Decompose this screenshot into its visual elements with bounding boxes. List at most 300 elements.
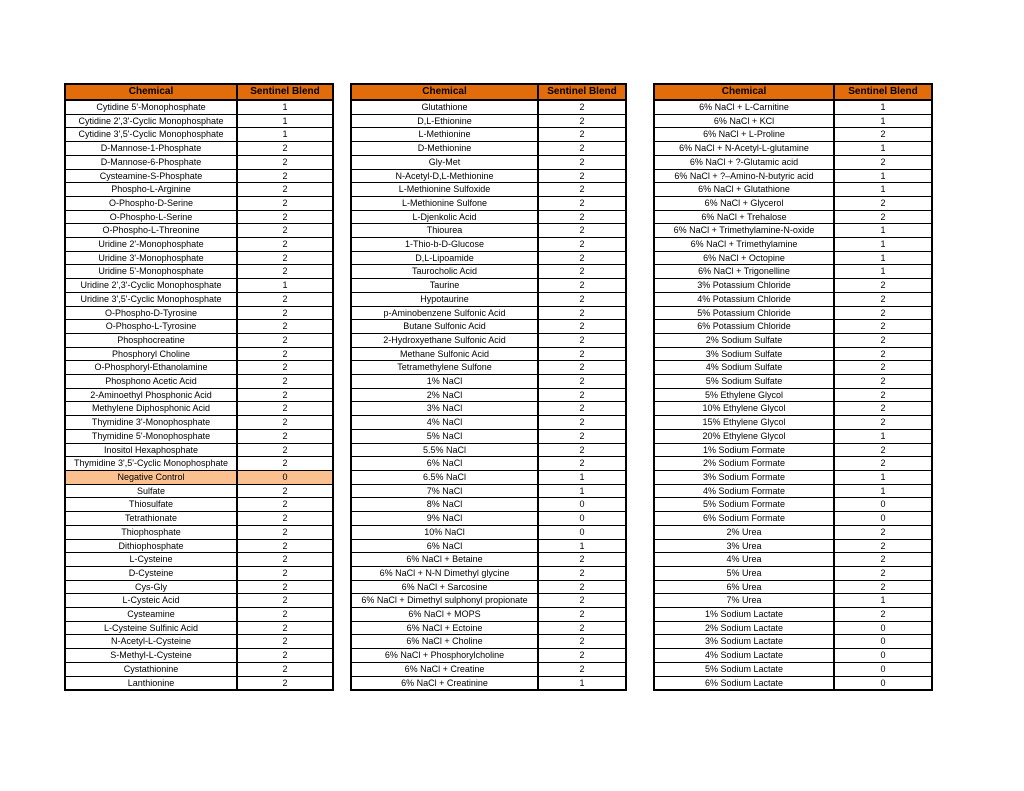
sentinel-blend-cell: 2 <box>237 251 333 265</box>
sentinel-blend-cell: 0 <box>834 512 932 526</box>
sentinel-blend-cell: 2 <box>538 429 626 443</box>
sentinel-blend-cell: 2 <box>237 662 333 676</box>
chemical-cell: L-Cysteine <box>65 553 237 567</box>
sentinel-blend-cell: 2 <box>237 224 333 238</box>
sentinel-blend-cell: 2 <box>834 566 932 580</box>
chemical-table-1 <box>64 83 334 691</box>
chemical-cell: Thymidine 3',5'-Cyclic Monophosphate <box>65 457 237 471</box>
table-row <box>351 553 626 567</box>
sentinel-blend-cell: 2 <box>538 238 626 252</box>
table-row <box>351 608 626 622</box>
sentinel-blend-cell: 2 <box>237 320 333 334</box>
sentinel-blend-cell: 2 <box>538 196 626 210</box>
chemical-cell: N-Acetyl-D,L-Methionine <box>351 169 538 183</box>
chemical-cell: 10% NaCl <box>351 525 538 539</box>
table-row <box>65 676 333 690</box>
chemical-cell: Glutathione <box>351 100 538 114</box>
sentinel-blend-cell: 2 <box>538 553 626 567</box>
table-row <box>351 169 626 183</box>
sentinel-blend-cell: 2 <box>834 375 932 389</box>
sentinel-blend-cell: 2 <box>538 224 626 238</box>
table-row <box>351 416 626 430</box>
sentinel-blend-cell: 2 <box>538 608 626 622</box>
chemical-cell: Phosphocreatine <box>65 333 237 347</box>
chemical-cell: 6% NaCl + Creatine <box>351 662 538 676</box>
table-row <box>65 100 333 114</box>
table-row <box>654 361 932 375</box>
sentinel-blend-cell: 2 <box>834 416 932 430</box>
chemical-cell: Dithiophosphate <box>65 539 237 553</box>
chemical-cell: 3% Sodium Sulfate <box>654 347 834 361</box>
chemical-cell: 15% Ethylene Glycol <box>654 416 834 430</box>
chemical-cell: Thymidine 5'-Monophosphate <box>65 429 237 443</box>
sentinel-blend-cell: 2 <box>834 388 932 402</box>
chemical-cell: 6% NaCl + N-N Dimethyl glycine <box>351 566 538 580</box>
chemical-cell: 6% NaCl + Phosphorylcholine <box>351 649 538 663</box>
chemical-cell: 2-Hydroxyethane Sulfonic Acid <box>351 333 538 347</box>
sentinel-blend-cell: 2 <box>538 320 626 334</box>
chemical-cell: 1% NaCl <box>351 375 538 389</box>
chemical-cell: Hypotaurine <box>351 292 538 306</box>
chemical-cell: Cytidine 5'-Monophosphate <box>65 100 237 114</box>
chemical-cell: L-Djenkolic Acid <box>351 210 538 224</box>
chemical-cell: 6% NaCl + Octopine <box>654 251 834 265</box>
sentinel-blend-cell: 2 <box>237 553 333 567</box>
chemical-cell: 6% NaCl + Ectoine <box>351 621 538 635</box>
table-row <box>654 210 932 224</box>
table-row <box>654 470 932 484</box>
sentinel-blend-cell: 2 <box>237 183 333 197</box>
table-row <box>65 512 333 526</box>
chemical-cell: 7% Urea <box>654 594 834 608</box>
chemical-cell: Thymidine 3'-Monophosphate <box>65 416 237 430</box>
table-row <box>351 320 626 334</box>
table-row <box>65 443 333 457</box>
sentinel-blend-cell: 2 <box>834 608 932 622</box>
sentinel-blend-cell: 2 <box>237 292 333 306</box>
sentinel-blend-cell: 2 <box>834 580 932 594</box>
table-row <box>65 484 333 498</box>
table-row <box>654 183 932 197</box>
chemical-cell: N-Acetyl-L-Cysteine <box>65 635 237 649</box>
sentinel-blend-cell: 2 <box>538 279 626 293</box>
table-row <box>654 279 932 293</box>
table-row <box>65 306 333 320</box>
chemical-cell: Thiosulfate <box>65 498 237 512</box>
table-row <box>654 443 932 457</box>
header-row <box>65 84 333 100</box>
table-row <box>65 320 333 334</box>
chemical-cell: Methane Sulfonic Acid <box>351 347 538 361</box>
table-row <box>654 375 932 389</box>
column-header-sentinel-blend: Sentinel Blend <box>538 84 626 100</box>
table-row <box>351 142 626 156</box>
table-row <box>654 594 932 608</box>
chemical-cell: O-Phospho-L-Threonine <box>65 224 237 238</box>
chemical-cell: 5% Urea <box>654 566 834 580</box>
sentinel-blend-cell: 0 <box>834 649 932 663</box>
table-row <box>654 498 932 512</box>
table-row <box>351 375 626 389</box>
chemical-cell: Cytidine 2',3'-Cyclic Monophosphate <box>65 114 237 128</box>
table-row <box>654 238 932 252</box>
table-row <box>654 388 932 402</box>
sentinel-blend-cell: 2 <box>834 347 932 361</box>
chemical-cell: Uridine 3',5'-Cyclic Monophosphate <box>65 292 237 306</box>
table-row <box>65 553 333 567</box>
chemical-cell: 1-Thio-b-D-Glucose <box>351 238 538 252</box>
sentinel-blend-cell: 2 <box>237 635 333 649</box>
table-row <box>351 429 626 443</box>
sentinel-blend-cell: 2 <box>237 142 333 156</box>
table-row <box>351 498 626 512</box>
table-row <box>654 155 932 169</box>
table-row <box>351 155 626 169</box>
sentinel-blend-cell: 2 <box>834 457 932 471</box>
chemical-cell: O-Phosphoryl-Ethanolamine <box>65 361 237 375</box>
sentinel-blend-cell: 2 <box>538 662 626 676</box>
chemical-table-3 <box>653 83 933 691</box>
sentinel-blend-cell: 2 <box>237 484 333 498</box>
chemical-cell: Negative Control <box>65 470 237 484</box>
chemical-cell: 4% NaCl <box>351 416 538 430</box>
table-row <box>65 470 333 484</box>
table-row <box>351 580 626 594</box>
table-row <box>65 539 333 553</box>
chemical-cell: 6% NaCl + Sarcosine <box>351 580 538 594</box>
sentinel-blend-cell: 1 <box>538 539 626 553</box>
chemical-cell: Sulfate <box>65 484 237 498</box>
table-row <box>351 676 626 690</box>
table-row <box>65 457 333 471</box>
sentinel-blend-cell: 2 <box>538 210 626 224</box>
table-row <box>654 128 932 142</box>
chemical-cell: 5% Sodium Formate <box>654 498 834 512</box>
chemical-table-2 <box>350 83 627 691</box>
sentinel-blend-cell: 1 <box>237 114 333 128</box>
sentinel-blend-cell: 0 <box>834 676 932 690</box>
sentinel-blend-cell: 2 <box>538 183 626 197</box>
chemical-cell: Cysteamine <box>65 608 237 622</box>
chemical-cell: Uridine 2',3'-Cyclic Monophosphate <box>65 279 237 293</box>
table-row <box>65 361 333 375</box>
sentinel-blend-cell: 2 <box>538 580 626 594</box>
chemical-cell: Methylene Diphosphonic Acid <box>65 402 237 416</box>
sentinel-blend-cell: 2 <box>237 333 333 347</box>
chemical-cell: 3% NaCl <box>351 402 538 416</box>
table-row <box>351 196 626 210</box>
chemical-cell: 4% Sodium Formate <box>654 484 834 498</box>
chemical-cell: 8% NaCl <box>351 498 538 512</box>
chemical-cell: 3% Sodium Lactate <box>654 635 834 649</box>
chemical-cell: 1% Sodium Formate <box>654 443 834 457</box>
column-header-sentinel-blend: Sentinel Blend <box>834 84 932 100</box>
table-row <box>351 292 626 306</box>
sentinel-blend-cell: 1 <box>834 429 932 443</box>
sentinel-blend-cell: 2 <box>237 347 333 361</box>
table-row <box>654 224 932 238</box>
sentinel-blend-cell: 1 <box>237 279 333 293</box>
sentinel-blend-cell: 2 <box>237 498 333 512</box>
sentinel-blend-cell: 2 <box>538 566 626 580</box>
chemical-cell: Cystathionine <box>65 662 237 676</box>
table-row <box>351 224 626 238</box>
sentinel-blend-cell: 2 <box>834 306 932 320</box>
sentinel-blend-cell: 2 <box>538 416 626 430</box>
chemical-cell: Phosphoryl Choline <box>65 347 237 361</box>
sentinel-blend-cell: 2 <box>834 128 932 142</box>
table-row <box>654 429 932 443</box>
chemical-cell: 6% NaCl <box>351 457 538 471</box>
sentinel-blend-cell: 2 <box>834 361 932 375</box>
table-row <box>351 238 626 252</box>
chemical-cell: L-Cysteic Acid <box>65 594 237 608</box>
header-row <box>654 84 932 100</box>
sentinel-blend-cell: 1 <box>834 238 932 252</box>
sentinel-blend-cell: 1 <box>834 470 932 484</box>
sentinel-blend-cell: 0 <box>237 470 333 484</box>
table-row <box>351 621 626 635</box>
sentinel-blend-cell: 2 <box>834 539 932 553</box>
chemical-cell: 2% Sodium Formate <box>654 457 834 471</box>
table-row <box>65 114 333 128</box>
sentinel-blend-cell: 1 <box>834 224 932 238</box>
sentinel-blend-cell: 2 <box>538 265 626 279</box>
chemical-cell: O-Phospho-L-Tyrosine <box>65 320 237 334</box>
chemical-cell: Thiophosphate <box>65 525 237 539</box>
sentinel-blend-cell: 2 <box>237 196 333 210</box>
chemical-cell: D-Methionine <box>351 142 538 156</box>
table-row <box>351 347 626 361</box>
chemical-cell: 6% NaCl + Betaine <box>351 553 538 567</box>
sentinel-blend-cell: 2 <box>237 525 333 539</box>
chemical-cell: 6% NaCl + Trigonelline <box>654 265 834 279</box>
sentinel-blend-cell: 1 <box>834 169 932 183</box>
table-row <box>654 553 932 567</box>
table-row <box>65 594 333 608</box>
chemical-cell: 4% Sodium Sulfate <box>654 361 834 375</box>
chemical-cell: 6% NaCl + Glycerol <box>654 196 834 210</box>
sentinel-blend-cell: 2 <box>237 155 333 169</box>
chemical-cell: Cytidine 3',5'-Cyclic Monophosphate <box>65 128 237 142</box>
table-row <box>65 375 333 389</box>
sentinel-blend-cell: 2 <box>538 635 626 649</box>
sentinel-blend-cell: 2 <box>538 375 626 389</box>
sentinel-blend-cell: 1 <box>834 484 932 498</box>
table-row <box>351 525 626 539</box>
sentinel-blend-cell: 2 <box>237 512 333 526</box>
sentinel-blend-cell: 2 <box>237 566 333 580</box>
sentinel-blend-cell: 2 <box>538 333 626 347</box>
sentinel-blend-cell: 2 <box>237 608 333 622</box>
chemical-cell: 4% Urea <box>654 553 834 567</box>
chemical-cell: Gly-Met <box>351 155 538 169</box>
table-row <box>654 580 932 594</box>
table-row <box>351 470 626 484</box>
sentinel-blend-cell: 2 <box>538 649 626 663</box>
sentinel-blend-cell: 1 <box>834 594 932 608</box>
table-row <box>65 662 333 676</box>
table-row <box>65 429 333 443</box>
sentinel-blend-cell: 2 <box>237 676 333 690</box>
chemical-cell: L-Methionine <box>351 128 538 142</box>
sentinel-blend-cell: 2 <box>834 525 932 539</box>
table-row <box>654 114 932 128</box>
table-row <box>65 265 333 279</box>
sentinel-blend-cell: 2 <box>538 402 626 416</box>
table-row <box>351 443 626 457</box>
table-row <box>654 416 932 430</box>
table-row <box>65 608 333 622</box>
chemical-cell: 6.5% NaCl <box>351 470 538 484</box>
sentinel-blend-cell: 2 <box>538 361 626 375</box>
sentinel-blend-cell: 2 <box>237 238 333 252</box>
sentinel-blend-cell: 2 <box>237 649 333 663</box>
table-row <box>351 114 626 128</box>
chemical-cell: O-Phospho-L-Serine <box>65 210 237 224</box>
sentinel-blend-cell: 2 <box>538 443 626 457</box>
chemical-cell: 4% Sodium Lactate <box>654 649 834 663</box>
chemical-cell: 5.5% NaCl <box>351 443 538 457</box>
table-row <box>351 649 626 663</box>
chemical-cell: 6% NaCl + L-Carnitine <box>654 100 834 114</box>
sentinel-blend-cell: 0 <box>538 512 626 526</box>
sentinel-blend-cell: 2 <box>834 553 932 567</box>
chemical-cell: 6% Potassium Chloride <box>654 320 834 334</box>
chemical-cell: D,L-Lipoamide <box>351 251 538 265</box>
chemical-cell: Uridine 5'-Monophosphate <box>65 265 237 279</box>
table-row <box>654 100 932 114</box>
sentinel-blend-cell: 2 <box>834 210 932 224</box>
sentinel-blend-cell: 2 <box>237 539 333 553</box>
chemical-cell: L-Methionine Sulfoxide <box>351 183 538 197</box>
sentinel-blend-cell: 2 <box>538 155 626 169</box>
table-row <box>351 361 626 375</box>
table-row <box>351 183 626 197</box>
table-row <box>351 484 626 498</box>
table-row <box>351 457 626 471</box>
chemical-cell: 9% NaCl <box>351 512 538 526</box>
sentinel-blend-cell: 2 <box>237 169 333 183</box>
sentinel-blend-cell: 2 <box>834 402 932 416</box>
table-row <box>65 279 333 293</box>
table-row <box>654 635 932 649</box>
chemical-cell: 6% NaCl + MOPS <box>351 608 538 622</box>
chemical-cell: 6% NaCl + Creatinine <box>351 676 538 690</box>
sentinel-blend-cell: 2 <box>538 457 626 471</box>
table-row <box>351 210 626 224</box>
table-row <box>654 333 932 347</box>
sentinel-blend-cell: 2 <box>538 594 626 608</box>
chemical-cell: 2% Sodium Lactate <box>654 621 834 635</box>
table-row <box>654 320 932 334</box>
sentinel-blend-cell: 2 <box>237 457 333 471</box>
chemical-cell: 6% NaCl + N-Acetyl-L-glutamine <box>654 142 834 156</box>
sentinel-blend-cell: 1 <box>834 100 932 114</box>
sentinel-blend-cell: 0 <box>538 498 626 512</box>
table-row <box>654 142 932 156</box>
chemical-cell: Taurine <box>351 279 538 293</box>
sentinel-blend-cell: 2 <box>538 251 626 265</box>
sentinel-blend-cell: 2 <box>834 292 932 306</box>
table-row <box>654 169 932 183</box>
sentinel-blend-cell: 2 <box>834 333 932 347</box>
table-row <box>65 142 333 156</box>
table-row <box>351 128 626 142</box>
chemical-cell: S-Methyl-L-Cysteine <box>65 649 237 663</box>
table-row <box>654 251 932 265</box>
sentinel-blend-cell: 0 <box>834 635 932 649</box>
chemical-cell: 6% NaCl + KCl <box>654 114 834 128</box>
table-row <box>65 333 333 347</box>
sentinel-blend-cell: 2 <box>538 100 626 114</box>
chemical-cell: Cysteamine-S-Phosphate <box>65 169 237 183</box>
table-row <box>65 580 333 594</box>
sentinel-blend-cell: 0 <box>834 662 932 676</box>
chemical-cell: p-Aminobenzene Sulfonic Acid <box>351 306 538 320</box>
table-row <box>351 388 626 402</box>
sentinel-blend-cell: 1 <box>834 183 932 197</box>
table-row <box>351 100 626 114</box>
table-row <box>65 402 333 416</box>
table-row <box>65 388 333 402</box>
chemical-cell: 5% Ethylene Glycol <box>654 388 834 402</box>
sentinel-blend-cell: 2 <box>538 621 626 635</box>
chemical-cell: 6% NaCl + L-Proline <box>654 128 834 142</box>
table-row <box>65 251 333 265</box>
table-row <box>65 238 333 252</box>
table-row <box>65 498 333 512</box>
chemical-cell: 6% NaCl + Choline <box>351 635 538 649</box>
table-row <box>65 183 333 197</box>
sentinel-blend-cell: 1 <box>834 265 932 279</box>
sentinel-blend-cell: 2 <box>834 320 932 334</box>
chemical-cell: 6% Sodium Lactate <box>654 676 834 690</box>
table-row <box>351 566 626 580</box>
table-row <box>654 402 932 416</box>
chemical-cell: 6% NaCl + Trimethylamine-N-oxide <box>654 224 834 238</box>
table-row <box>654 621 932 635</box>
sentinel-blend-cell: 2 <box>237 210 333 224</box>
sentinel-blend-cell: 2 <box>237 580 333 594</box>
table-row <box>351 635 626 649</box>
column-header-chemical: Chemical <box>65 84 237 100</box>
sentinel-blend-cell: 2 <box>538 388 626 402</box>
chemical-cell: 2% NaCl <box>351 388 538 402</box>
table-row <box>65 347 333 361</box>
sentinel-blend-cell: 1 <box>834 114 932 128</box>
sentinel-blend-cell: 2 <box>834 196 932 210</box>
table-row <box>351 662 626 676</box>
table-row <box>654 347 932 361</box>
table-row <box>65 196 333 210</box>
sentinel-blend-cell: 1 <box>237 128 333 142</box>
sentinel-blend-cell: 1 <box>538 484 626 498</box>
table-row <box>351 402 626 416</box>
table-row <box>65 210 333 224</box>
table-row <box>654 512 932 526</box>
sentinel-blend-cell: 2 <box>538 306 626 320</box>
table-row <box>654 196 932 210</box>
sentinel-blend-cell: 2 <box>538 292 626 306</box>
sentinel-blend-cell: 2 <box>237 621 333 635</box>
chemical-cell: 7% NaCl <box>351 484 538 498</box>
header-row <box>351 84 626 100</box>
chemical-cell: D-Cysteine <box>65 566 237 580</box>
sentinel-blend-cell: 1 <box>237 100 333 114</box>
table-row <box>65 649 333 663</box>
table-row <box>351 539 626 553</box>
